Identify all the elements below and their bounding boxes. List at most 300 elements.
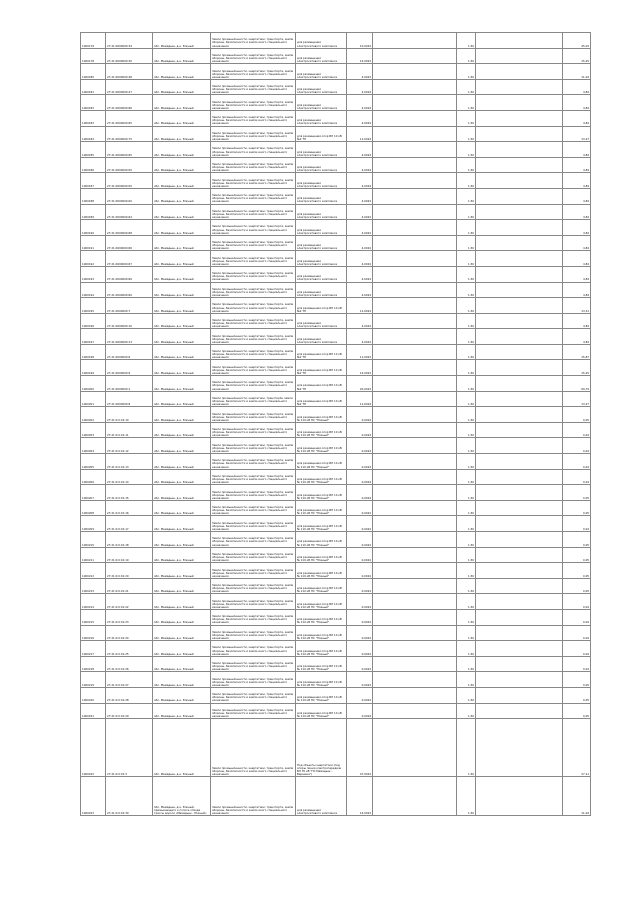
permitted-use: для размещения электросетевого комплекса: [296, 220, 347, 236]
address: обл. Мамадыш, д.н. Южный: [153, 469, 211, 485]
rate-value: 1,50: [457, 344, 476, 360]
table-row: [81, 547, 591, 563]
area-value: 4,0024: [347, 266, 373, 282]
address: обл. Мамадыш, д.н. Южный: [153, 126, 211, 142]
land-category: Земли промышленности, энергетики, транспорта, земли обороны, безопасности и земли иного специального назначения: [211, 719, 296, 777]
rate-value: 1,50: [457, 516, 476, 532]
area-value: 0,0024: [347, 485, 373, 501]
area-value: 0,0024: [347, 500, 373, 516]
tax-value: 0,05: [563, 485, 591, 501]
table-row: [81, 777, 591, 816]
permitted-use: для размещения опор ВЛ 10 кВ № 110 кВ ПС "Южный": [296, 687, 347, 703]
row-id: 1000203: [81, 422, 106, 438]
permitted-use: для размещения опор ВЛ 10 кВ № 110 кВ ПС "Южный": [296, 563, 347, 579]
rate-value: 1,50: [457, 777, 476, 816]
empty-cell: [476, 469, 563, 485]
area-value: 0,0024: [347, 594, 373, 610]
rate-value: 1,50: [457, 220, 476, 236]
cadastral-number: 27:21:0:0:01:19: [106, 547, 153, 563]
area-value: 11,0024: [347, 391, 373, 407]
empty-cell: [373, 126, 457, 142]
address: обл. Мамадыш, д.н. Южный: [153, 313, 211, 329]
cadastral-number: 27:21:0:0:01:13: [106, 454, 153, 470]
row-id: 1000179: [81, 33, 106, 49]
table-row: [81, 344, 591, 360]
cadastral-number: 27:21:0:0:01:15: [106, 485, 153, 501]
permitted-use: для размещения опор ВЛ 10 кВ № 110 кВ ПС "Южный": [296, 454, 347, 470]
tax-value: 0,05: [563, 547, 591, 563]
table-row: [81, 672, 591, 688]
table-row: [81, 563, 591, 579]
row-id: 1000221: [81, 703, 106, 719]
tax-value: 0,04: [563, 609, 591, 625]
cadastral-number: 27:21:0:0:01:14: [106, 469, 153, 485]
land-category: Земли промышленности, энергетики, транспорта, земли обороны, безопасности и земли иного специального назначения: [211, 313, 296, 329]
land-category: Земли промышленности, энергетики, транспорта, земли обороны, безопасности и земли иного специального назначения: [211, 266, 296, 282]
address: обл. Мамадыш, д.н. Южный: [153, 298, 211, 314]
rate-value: 1,50: [457, 656, 476, 672]
rate-value: 1,50: [457, 376, 476, 392]
table-row: [81, 33, 591, 49]
area-value: 11,0024: [347, 344, 373, 360]
cadastral-number: 27:21:0:0:01:12: [106, 438, 153, 454]
land-category: Земли промышленности, энергетики, транспорта, земли обороны, безопасности и земли иного специального назначения: [211, 777, 296, 816]
area-value: 4,0024: [347, 110, 373, 126]
land-category: Земли промышленности, энергетики, транспорта, земли обороны, безопасности и земли иного специального назначения: [211, 95, 296, 111]
row-id: 1000217: [81, 641, 106, 657]
permitted-use: для размещения электросетевого комплекса: [296, 188, 347, 204]
permitted-use: для размещения опор ВЛ 10 кВ № 110 кВ ПС "Южный": [296, 422, 347, 438]
area-value: 4,0024: [347, 64, 373, 80]
table-row: [81, 235, 591, 251]
row-id: 1000212: [81, 563, 106, 579]
area-value: 0,0024: [347, 469, 373, 485]
area-value: 0,0024: [347, 687, 373, 703]
empty-cell: [476, 516, 563, 532]
area-value: 4,0024: [347, 204, 373, 220]
row-id: 1000195: [81, 298, 106, 314]
row-id: 1000192: [81, 251, 106, 267]
tax-value: 4,84: [563, 157, 591, 173]
permitted-use: для размещения опор ВЛ 10 кВ № 110 кВ ПС "Южный": [296, 625, 347, 641]
rate-value: 1,50: [457, 79, 476, 95]
rate-value: 1,50: [457, 329, 476, 345]
cadastral-number: 27:21:0:0:01:28: [106, 687, 153, 703]
empty-cell: [373, 438, 457, 454]
address: обл. Мамадыш, д.н. Южный: [153, 672, 211, 688]
land-category: Земли промышленности, энергетики, транспорта, земли обороны, безопасности и земли иного специального назначения: [211, 625, 296, 641]
permitted-use: для размещения опор ВЛ 10 кВ №2 ТП: [296, 126, 347, 142]
cadastral-number: 27:21:0000000:30: [106, 48, 153, 64]
cadastral-number: 27:21:0000000:6: [106, 344, 153, 360]
empty-cell: [373, 204, 457, 220]
cadastral-number: 27:21:0000000:34: [106, 33, 153, 49]
empty-cell: [373, 298, 457, 314]
row-id: 1000210: [81, 532, 106, 548]
permitted-use: для размещения опор ВЛ 10 кВ № 110 кВ ПС "Южный": [296, 594, 347, 610]
tax-value: 0,04: [563, 438, 591, 454]
land-category: Земли промышленности, энергетики, транспорта, земли обороны, безопасности и земли иного специального назначения: [211, 563, 296, 579]
permitted-use: для размещения электросетевого комплекса: [296, 204, 347, 220]
address: обл. Мамадыш, д.н. Южный: [153, 547, 211, 563]
area-value: 14,0024: [347, 777, 373, 816]
empty-cell: [476, 391, 563, 407]
area-value: 0,0024: [347, 641, 373, 657]
area-value: 4,0024: [347, 157, 373, 173]
permitted-use: для размещения электросетевого комплекса: [296, 235, 347, 251]
address: обл. Мамадыш, д.н. Южный: [153, 532, 211, 548]
rate-value: 1,50: [457, 157, 476, 173]
row-id: 1000198: [81, 344, 106, 360]
rate-value: 1,50: [457, 33, 476, 49]
permitted-use: для размещения опор ВЛ 10 кВ № 110 кВ ПС "Южный": [296, 703, 347, 719]
table-row: [81, 95, 591, 111]
address: обл. Мамадыш, д.н. Южный: [153, 391, 211, 407]
table-row: [81, 703, 591, 719]
address: обл. Мамадыш, д.н. Южный: [153, 173, 211, 189]
table-row: [81, 516, 591, 532]
permitted-use: для размещения опор ВЛ 10 кВ №2 ТП: [296, 376, 347, 392]
cadastral-number: 27:21:0:0:01:26: [106, 656, 153, 672]
permitted-use: для размещения электросетевого комплекса: [296, 110, 347, 126]
empty-cell: [476, 173, 563, 189]
cadastral-number: 27:21:0:0:01:17: [106, 516, 153, 532]
empty-cell: [476, 64, 563, 80]
cadastral-number: 27:21:0:0:01:23: [106, 609, 153, 625]
rate-value: 1,50: [457, 454, 476, 470]
empty-cell: [476, 235, 563, 251]
permitted-use: для размещения опор ВЛ 10 кВ № 110 кВ ПС "Южный": [296, 407, 347, 423]
cadastral-number: 27:21:0:0:01:20: [106, 563, 153, 579]
area-value: 0,0024: [347, 625, 373, 641]
tax-value: 0,04: [563, 516, 591, 532]
permitted-use: для размещения электросетевого комплекса: [296, 33, 347, 49]
address: обл. Мамадыш, д.н. Южный: [153, 266, 211, 282]
empty-cell: [476, 313, 563, 329]
tax-value: 13,27: [563, 391, 591, 407]
rate-value: 1,50: [457, 625, 476, 641]
permitted-use: для размещения опор ВЛ 10 кВ №2 ТП: [296, 391, 347, 407]
rate-value: 1,50: [457, 282, 476, 298]
area-value: 0,0024: [347, 438, 373, 454]
cadastral-number: 27:21:0000000:00: [106, 188, 153, 204]
empty-cell: [476, 110, 563, 126]
permitted-use: для размещения электросетевого комплекса: [296, 282, 347, 298]
empty-cell: [373, 360, 457, 376]
row-id: 1000183: [81, 95, 106, 111]
table-row: [81, 298, 591, 314]
cadastral-number: 27:21:0000000:13: [106, 329, 153, 345]
table-row: [81, 422, 591, 438]
empty-cell: [373, 625, 457, 641]
area-value: 4,0024: [347, 79, 373, 95]
empty-cell: [373, 173, 457, 189]
row-id: 1000196: [81, 313, 106, 329]
tax-value: 4,84: [563, 313, 591, 329]
cadastral-number: 27:21:0:0:01:11: [106, 422, 153, 438]
rate-value: 1,50: [457, 142, 476, 158]
cadastral-number: 27:21:0:0:01:24: [106, 625, 153, 641]
cadastral-number: 27:21:0000000:66: [106, 266, 153, 282]
area-value: 0,0024: [347, 703, 373, 719]
tax-value: 11,04: [563, 64, 591, 80]
table-row: [81, 532, 591, 548]
empty-cell: [476, 95, 563, 111]
empty-cell: [373, 532, 457, 548]
permitted-use: для размещения опор ВЛ 10 кВ № 110 кВ ПС "Южный": [296, 656, 347, 672]
land-category: Земли промышленности, энергетики, транспорта, земли обороны, безопасности и земли иного специального назначения: [211, 703, 296, 719]
empty-cell: [476, 220, 563, 236]
row-id: 1000205: [81, 454, 106, 470]
land-category: Земли промышленности, энергетики, транспорта, земли обороны, безопасности и земли иного специального назначения: [211, 516, 296, 532]
empty-cell: [476, 251, 563, 267]
row-id: 1000208: [81, 500, 106, 516]
empty-cell: [476, 547, 563, 563]
empty-cell: [476, 407, 563, 423]
empty-cell: [476, 777, 563, 816]
empty-cell: [373, 266, 457, 282]
row-id: 1000206: [81, 469, 106, 485]
empty-cell: [373, 79, 457, 95]
land-category: Земли промышленности, энергетики, транспорта, земли обороны, безопасности и земли иного специального назначения: [211, 110, 296, 126]
land-category: Земли промышленности, энергетики, транспорта, земли обороны, безопасности и земли иного специального назначения: [211, 188, 296, 204]
permitted-use: для размещения электросетевого комплекса: [296, 329, 347, 345]
empty-cell: [373, 235, 457, 251]
tax-value: 4,84: [563, 204, 591, 220]
table-row: [81, 500, 591, 516]
tax-value: 4,84: [563, 282, 591, 298]
rate-value: 1,50: [457, 64, 476, 80]
address: обл. Мамадыш, д.н. Южный: [153, 157, 211, 173]
cadastral-number: 27:21:0:0:01:25: [106, 641, 153, 657]
table-row: [81, 719, 591, 777]
land-category: Земли промышленности, энергетики, транспорта, земли обороны, безопасности и земли иного специального назначения: [211, 454, 296, 470]
cadastral-number: 27:21:0:0:01:22: [106, 594, 153, 610]
table-row: [81, 142, 591, 158]
empty-cell: [476, 282, 563, 298]
table-row: [81, 251, 591, 267]
tax-value: 4,84: [563, 266, 591, 282]
table-row: [81, 641, 591, 657]
empty-cell: [476, 376, 563, 392]
land-category: Земли промышленности, энергетики, транспорта, земли обороны, безопасности и земли иного специального назначения: [211, 407, 296, 423]
tax-value: 0,04: [563, 656, 591, 672]
area-value: 0,0024: [347, 454, 373, 470]
address: обл. Мамадыш, д.н. Южный: [153, 594, 211, 610]
row-id: 1000180: [81, 64, 106, 80]
empty-cell: [476, 625, 563, 641]
address: обл. Мамадыш, д.н. Южный: [153, 188, 211, 204]
table-row: [81, 79, 591, 95]
row-id: 1000220: [81, 687, 106, 703]
empty-cell: [373, 687, 457, 703]
permitted-use: для размещения опор ВЛ 10 кВ №2 ТП: [296, 360, 347, 376]
land-category: Земли промышленности, энергетики, транспорта, земли обороны, безопасности и земли иного специального назначения: [211, 578, 296, 594]
empty-cell: [476, 454, 563, 470]
rate-value: 1,50: [457, 485, 476, 501]
cadastral-number: 27:21:0:0:01:16: [106, 500, 153, 516]
tax-value: 0,05: [563, 687, 591, 703]
address: обл. Мамадыш, д.н. Южный: [153, 64, 211, 80]
permitted-use: для размещения опор ВЛ 10 кВ № 110 кВ ПС "Южный": [296, 672, 347, 688]
land-category: Земли промышленности, энергетики, транспорта, земли обороны, безопасности и земли иного специального назначения: [211, 157, 296, 173]
land-category: Земли промышленности, энергетики, транспорта, земли обороны, безопасности и земли иного специального назначения: [211, 220, 296, 236]
empty-cell: [373, 641, 457, 657]
rate-value: 1,50: [457, 703, 476, 719]
permitted-use: для размещения электросетевого комплекса: [296, 48, 347, 64]
land-category: Земли промышленности, энергетики, транспорта, земли обороны, безопасности и земли иного специального назначения: [211, 594, 296, 610]
table-row: [81, 126, 591, 142]
rate-value: 1,50: [457, 391, 476, 407]
row-id: 1000204: [81, 438, 106, 454]
empty-cell: [373, 485, 457, 501]
land-category: Земли промышленности, энергетики, транспорта, земли обороны, безопасности и земли иного специального назначения: [211, 672, 296, 688]
address: обл. Мамадыш, д.н. Южный: [153, 235, 211, 251]
cadastral-number: 27:21:0:0:01:21: [106, 578, 153, 594]
empty-cell: [373, 64, 457, 80]
row-id: 1000186: [81, 157, 106, 173]
area-value: 0,0024: [347, 422, 373, 438]
rate-value: 1,50: [457, 251, 476, 267]
permitted-use: для размещения электросетевого комплекса: [296, 95, 347, 111]
permitted-use: для размещения опор ВЛ 10 кВ № 110 кВ ПС "Южный": [296, 547, 347, 563]
permitted-use: для размещения электросетевого комплекса: [296, 64, 347, 80]
rate-value: 1,50: [457, 204, 476, 220]
address: обл. Мамадыш, д.н. Южный: [153, 687, 211, 703]
area-value: 20,0024: [347, 376, 373, 392]
rate-value: 1,50: [457, 438, 476, 454]
land-category: Земли промышленности, энергетики, транспорта, земли обороны, безопасности и земли иного специального назначения: [211, 64, 296, 80]
address: обл. Мамадыш, д.н. Южный: [153, 376, 211, 392]
table-row: [81, 594, 591, 610]
area-value: 4,0024: [347, 251, 373, 267]
row-id: 1000185: [81, 142, 106, 158]
permitted-use: для размещения электросетевого комплекса: [296, 251, 347, 267]
empty-cell: [373, 672, 457, 688]
area-value: 0,0024: [347, 547, 373, 563]
row-id: 1000219: [81, 672, 106, 688]
empty-cell: [373, 142, 457, 158]
tax-value: 11,04: [563, 777, 591, 816]
row-id: 1000215: [81, 609, 106, 625]
land-category: Земли промышленности, энергетики, транспорта, земли обороны, безопасности и земли иного специального назначения: [211, 235, 296, 251]
empty-cell: [476, 438, 563, 454]
area-value: 0,0024: [347, 563, 373, 579]
row-id: 1000183: [81, 110, 106, 126]
table-row: [81, 64, 591, 80]
row-id: 1000187: [81, 173, 106, 189]
table-row: [81, 313, 591, 329]
rate-value: 1,50: [457, 95, 476, 111]
row-id: 1000214: [81, 594, 106, 610]
empty-cell: [476, 672, 563, 688]
land-category: Земли промышленности, энергетики, транспорта, земли обороны, безопасности и земли иного специального назначения: [211, 609, 296, 625]
address: обл. Мамадыш, д.н. Южный: [153, 485, 211, 501]
row-id: 1000189: [81, 204, 106, 220]
cadastral-number: 27:21:0:0:01:10: [106, 407, 153, 423]
empty-cell: [373, 407, 457, 423]
empty-cell: [373, 329, 457, 345]
address: обл. Мамадыш, д.н. Южный: [153, 48, 211, 64]
address: обл. Мамадыш, д.н. Южный, примыкающего к полосе отвода трассы дороги «Мамадыш - Южный»: [153, 777, 211, 816]
rate-value: 1,50: [457, 532, 476, 548]
tax-value: 15,25: [563, 48, 591, 64]
rate-value: 1,50: [457, 547, 476, 563]
cadastral-number: 27:21:0000000:9: [106, 360, 153, 376]
table-row: [81, 469, 591, 485]
cadastral-number: 27:21:0000000:48: [106, 64, 153, 80]
cadastral-number: 27:21:0000000:47: [106, 79, 153, 95]
row-id: 1000199: [81, 360, 106, 376]
land-category: Земли промышленности, энергетики, транспорта, земли обороны, безопасности и земли иного специального назначения: [211, 204, 296, 220]
land-category: Земли промышленности, энергетики, транспорта, земли обороны, безопасности и земли иного специального назначения: [211, 126, 296, 142]
tax-value: 4,84: [563, 251, 591, 267]
cadastral-number: 27:21:0:0:01:29: [106, 703, 153, 719]
permitted-use: для размещения опор ВЛ 10 кВ №2 ТП: [296, 344, 347, 360]
area-value: 11,0024: [347, 298, 373, 314]
row-id: 1000209: [81, 516, 106, 532]
empty-cell: [476, 266, 563, 282]
permitted-use: для размещения опор ВЛ 10 кВ № 110 кВ ПС "Южный": [296, 485, 347, 501]
land-category: Земли промышленности, энергетики, транспорта, земли обороны, безопасности и земли иного специального назначения: [211, 282, 296, 298]
table-row: [81, 157, 591, 173]
rate-value: 1,50: [457, 687, 476, 703]
row-id: 1000184: [81, 126, 106, 142]
empty-cell: [373, 344, 457, 360]
land-category: Земли промышленности, энергетики, транспорта, земли обороны, безопасности и земли иного специального назначения: [211, 547, 296, 563]
cadastral-number: 27:21:0000000:66: [106, 95, 153, 111]
land-category: Земли промышленности, энергетики, транспорта, земли обороны, безопасности и земли иного специального назначения: [211, 298, 296, 314]
table-row: [81, 376, 591, 392]
rate-value: 1,50: [457, 407, 476, 423]
area-value: 0,0024: [347, 578, 373, 594]
tax-value: 4,84: [563, 220, 591, 236]
address: обл. Мамадыш, д.н. Южный: [153, 360, 211, 376]
area-value: 4,0024: [347, 220, 373, 236]
tax-value: 0,05: [563, 578, 591, 594]
rate-value: 1,50: [457, 594, 476, 610]
land-category: Земли промышленности, энергетики, транспорта, земли обороны, безопасности и земли иного специального назначения: [211, 329, 296, 345]
tax-value: 45,03: [563, 33, 591, 49]
land-category: Земли промышленности, энергетики, транспорта, земли обороны, безопасности и земли иного специального назначения: [211, 687, 296, 703]
empty-cell: [476, 500, 563, 516]
table-row: [81, 360, 591, 376]
address: обл. Мамадыш, д.н. Южный: [153, 516, 211, 532]
empty-cell: [476, 204, 563, 220]
rate-value: 1,50: [457, 126, 476, 142]
table-row: [81, 48, 591, 64]
empty-cell: [373, 454, 457, 470]
empty-cell: [476, 656, 563, 672]
empty-cell: [373, 777, 457, 816]
cadastral-number: 27:21:0:0:01:30: [106, 777, 153, 816]
cadastral-number: 27:21:0000000:00: [106, 157, 153, 173]
row-id: 1000218: [81, 656, 106, 672]
row-id: 1000181: [81, 79, 106, 95]
area-value: 0,0024: [347, 656, 373, 672]
table-row: [81, 173, 591, 189]
address: обл. Мамадыш, д.н. Южный: [153, 438, 211, 454]
empty-cell: [373, 609, 457, 625]
rate-value: 1,50: [457, 422, 476, 438]
permitted-use: Под объекты энергетики (под опоры линии электропередачи ВЛ 35 кВ "ПС Мамадыш - Вершина"): [296, 719, 347, 777]
rate-value: 1,50: [457, 173, 476, 189]
cadastral-number: 27:21:0000000:65: [106, 110, 153, 126]
empty-cell: [373, 516, 457, 532]
tax-value: 4,84: [563, 235, 591, 251]
table-row: [81, 609, 591, 625]
table-row: [81, 110, 591, 126]
